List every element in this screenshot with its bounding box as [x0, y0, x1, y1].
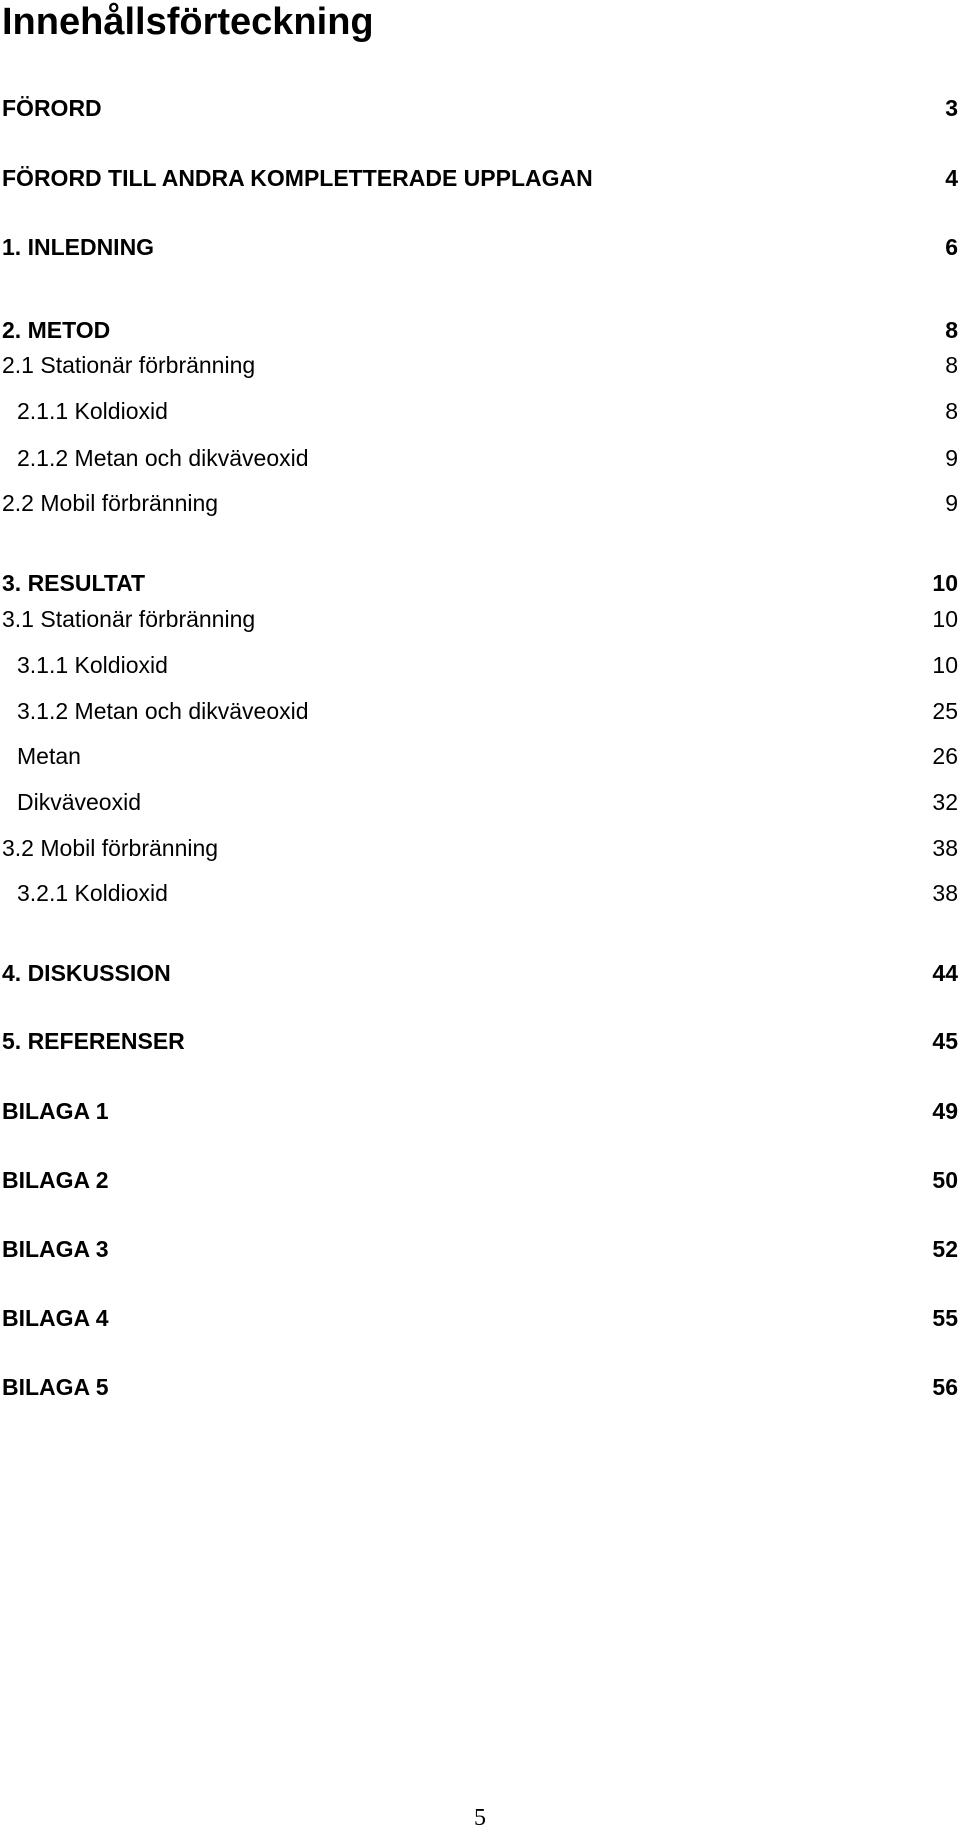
toc-entry-page: 38: [932, 880, 958, 906]
toc-entry-page: 25: [932, 698, 958, 724]
toc-entry-label: 2.2 Mobil förbränning: [2, 490, 219, 516]
toc-entry[interactable]: [0, 1165, 960, 1195]
toc-entry-label: Dikväveoxid: [17, 789, 141, 815]
toc-entry-page: 44: [932, 960, 958, 986]
toc-entry[interactable]: [0, 787, 960, 817]
toc-entry[interactable]: [0, 93, 960, 123]
toc-entry-label: 2.1.1 Koldioxid: [17, 398, 168, 424]
page-title: Innehållsförteckning: [2, 1, 374, 43]
toc-entry-page: 32: [932, 789, 958, 815]
toc-entry-label: BILAGA 1: [2, 1098, 109, 1124]
toc-entry-page: 50: [932, 1167, 958, 1193]
toc-entry-label: 3.1.1 Koldioxid: [17, 652, 168, 678]
toc-entry-page: 8: [945, 317, 958, 343]
toc-entry-page: 8: [945, 352, 958, 378]
toc-entry[interactable]: [0, 833, 960, 863]
toc-entry[interactable]: [0, 315, 960, 345]
toc-entry-page: 9: [945, 490, 958, 516]
toc-entry[interactable]: [0, 1303, 960, 1333]
toc-entry-label: 3.1.2 Metan och dikväveoxid: [17, 698, 309, 724]
toc-entry[interactable]: [0, 958, 960, 988]
toc-entry-page: 10: [932, 570, 958, 596]
toc-entry-label: 3.1 Stationär förbränning: [2, 606, 256, 632]
toc-entry-label: 2.1 Stationär förbränning: [2, 352, 256, 378]
toc-entry-page: 4: [945, 165, 958, 191]
toc-entry[interactable]: [0, 568, 960, 598]
toc-entry-label: Metan: [17, 743, 81, 769]
toc-entry-page: 10: [932, 606, 958, 632]
page-number: 5: [474, 1805, 486, 1831]
toc-entry-label: FÖRORD: [2, 95, 102, 121]
toc-entry[interactable]: [0, 1372, 960, 1402]
toc-entry-page: 8: [945, 398, 958, 424]
toc-entry[interactable]: [0, 1234, 960, 1264]
toc-entry-page: 10: [932, 652, 958, 678]
toc-entry-page: 52: [932, 1236, 958, 1262]
toc-entry-page: 6: [945, 234, 958, 260]
toc-entry-label: 2. METOD: [2, 317, 111, 343]
toc-entry-label: 2.1.2 Metan och dikväveoxid: [17, 445, 309, 471]
toc-entry[interactable]: [0, 696, 960, 726]
toc-entry-page: 45: [932, 1028, 958, 1054]
toc-entry-page: 38: [932, 835, 958, 861]
toc-entry-label: 3. RESULTAT: [2, 570, 146, 596]
toc-entry-label: 3.2.1 Koldioxid: [17, 880, 168, 906]
toc-entry-label: 1. INLEDNING: [2, 234, 155, 260]
toc-entry[interactable]: [0, 604, 960, 634]
toc-entry-page: 3: [945, 95, 958, 121]
toc-entry[interactable]: [0, 396, 960, 426]
toc-entry[interactable]: [0, 443, 960, 473]
toc-entry-page: 26: [932, 743, 958, 769]
toc-entry[interactable]: [0, 163, 960, 193]
toc-entry-page: 9: [945, 445, 958, 471]
toc-entry-label: BILAGA 4: [2, 1305, 109, 1331]
toc-entry-label: BILAGA 3: [2, 1236, 109, 1262]
toc-entry-page: 55: [932, 1305, 958, 1331]
toc-entry-label: 3.2 Mobil förbränning: [2, 835, 219, 861]
toc-entry-label: FÖRORD TILL ANDRA KOMPLETTERADE UPPLAGAN: [2, 165, 593, 191]
toc-entry[interactable]: [0, 350, 960, 380]
toc-entry[interactable]: [0, 1026, 960, 1056]
toc-entry[interactable]: [0, 232, 960, 262]
toc-entry-label: 4. DISKUSSION: [2, 960, 171, 986]
toc-entry[interactable]: [0, 650, 960, 680]
toc-entry-label: BILAGA 5: [2, 1374, 109, 1400]
toc-entry-page: 49: [932, 1098, 958, 1124]
toc-entry[interactable]: [0, 741, 960, 771]
toc-entry[interactable]: [0, 1096, 960, 1126]
toc-entry[interactable]: [0, 488, 960, 518]
toc-entry-label: 5. REFERENSER: [2, 1028, 185, 1054]
toc-entry-label: BILAGA 2: [2, 1167, 109, 1193]
toc-entry[interactable]: [0, 878, 960, 908]
toc-entry-page: 56: [932, 1374, 958, 1400]
